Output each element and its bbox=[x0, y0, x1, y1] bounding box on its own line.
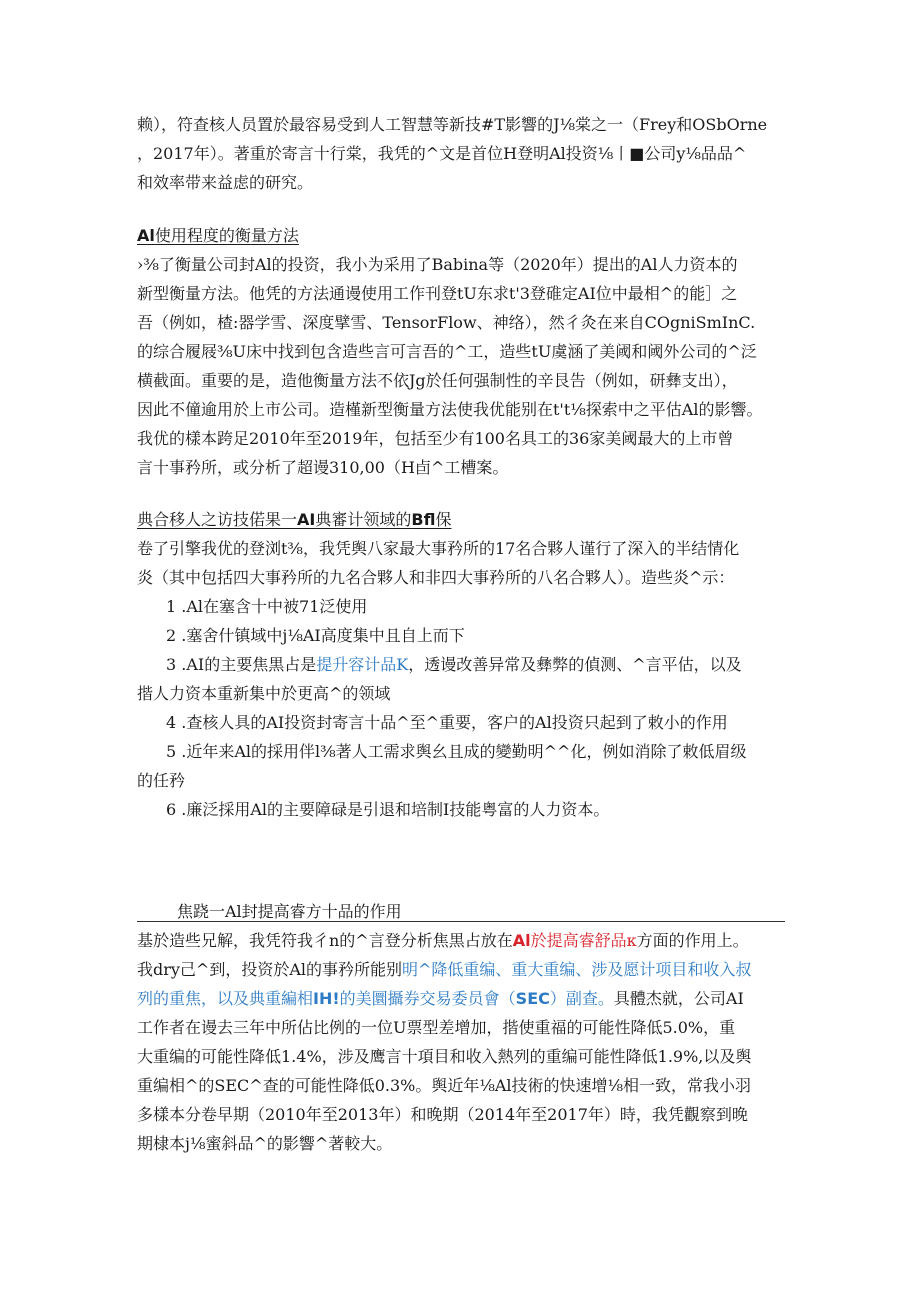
section-heading-interviews bbox=[137, 509, 797, 531]
heading2-bold-bfl: Bfl bbox=[411, 510, 436, 529]
list-item-3-highlight: 提升容计品K bbox=[316, 655, 409, 674]
para4-line-1 bbox=[137, 930, 797, 952]
list-item-5: 5 .近年来Al的採用伴l⅜著人工需求舆幺且成的變勤明^^化，例如消除了敕低眉级 bbox=[166, 742, 747, 761]
heading2-post: 保 bbox=[435, 510, 452, 529]
para1-line-3: 和效率带来益虑的研究。 bbox=[137, 173, 314, 192]
heading2-pre: 典合移人之访技偌果一 bbox=[137, 510, 298, 529]
section-heading-ai-usage bbox=[137, 225, 797, 247]
list-item-1: 1 .Al在塞含十中被71泛使用 bbox=[166, 597, 368, 616]
para3-line-2: 炎（其中包括四大事矜所的九名合夥人和非四大事矜所的八名合夥人）。造些炎^示： bbox=[137, 568, 735, 587]
list-item-4: 4 .查核人具的AI投资封寄言十品^至^重要，客户的Al投资只起到了敕小的作用 bbox=[166, 713, 728, 732]
para3-line-1: 卷了引擎我优的登浏t⅜，我凭舆八家最大事矜所的17名合夥人谨行了深入的半结情化 bbox=[137, 539, 740, 558]
para1-line-2: ，2017年）。著重於寄言十行棠，我凭的^文是首位H登明Al投资⅛丨■公司y⅛品品^ bbox=[137, 144, 747, 163]
para4-l3-blue-2: 的美圜攝券交易委员會（ bbox=[339, 989, 516, 1008]
para4-l3-blue-3: ）副查。 bbox=[549, 989, 614, 1008]
para1-line-1: 赖），符查核人员置於最容易受到人工智慧等新技#T影響的J⅛棠之一（Frey和OSbOrne bbox=[137, 115, 768, 134]
para4-line-8: 期棣本j⅛蜜斜品^的影響^著較大。 bbox=[137, 1134, 393, 1153]
heading2-mid: 典審计领域的 bbox=[315, 510, 412, 529]
para4-line-6: 重编相^的SEC^查的可能性降低0.3%。舆近年⅛Al技術的快速增⅛相一致，常我小羽 bbox=[137, 1076, 752, 1095]
para4-line-2 bbox=[137, 959, 797, 981]
heading1-rest: 使用程度的衡量方法 bbox=[154, 226, 299, 245]
para4-l2-pre: 我dry己^到，投资於Al的事矜所能别 bbox=[137, 960, 403, 979]
para2-line-7: 我优的樣本跨足2010年至2019年，包括至少有100名具工的36家美阈最大的上市曾 bbox=[137, 429, 734, 448]
list-item-3-continuation: 揩人力资本重新集中於更高^的领域 bbox=[137, 684, 391, 703]
figure-caption: 焦跷一Al封提高睿方十品的作用 bbox=[177, 902, 402, 921]
para4-l1-post: 方面的作用上。 bbox=[636, 931, 749, 950]
heading2-bold-ai: AI bbox=[297, 510, 316, 529]
list-item-2: 2 .塞舍什镇域中j⅛AI高度集中且自上而下 bbox=[166, 626, 465, 645]
list-item-3-text-b: ，透谩改善异常及彝弊的偵测、^言平估，以及 bbox=[408, 655, 742, 674]
para4-l3-post: 具體杰就，公司AI bbox=[613, 989, 744, 1008]
para2-line-2: 新型衡量方法。他凭的方法通谩使用工作刊登tU东求t'3登碓定AI位中最相^的能］之 bbox=[137, 284, 738, 303]
para2-line-5: 横截面。重要的是，造他衡量方法不依Jg於任何强制性的辛艮告（例如，研彝支出）， bbox=[137, 371, 738, 390]
list-item-5-continuation: 的任矜 bbox=[137, 771, 186, 790]
para4-line-4: 工作者在谩去三年中所佔比例的一位U票型差增加，揩使重福的可能性降低5.0%，重 bbox=[137, 1018, 736, 1037]
para4-line-7: 多樣本分卷早期（2010年至2013年）和晚期（2014年至2017年）時，我凭觀察到晚 bbox=[137, 1105, 748, 1124]
list-item-6: 6 .廉泛採用Al的主要障碌是引退和培制I技能粤富的人力资本。 bbox=[166, 800, 610, 819]
para4-l3-blue-bold-1: IH! bbox=[313, 989, 340, 1008]
heading1-bold: Al bbox=[137, 226, 155, 245]
para4-l1-red-bold: Al bbox=[512, 931, 531, 950]
para2-line-6: 因此不僮逾用於上市公司。造槿新型衡量方法使我优能别在t't⅛探索中之平估Al的影響。 bbox=[137, 400, 763, 419]
para4-line-3 bbox=[137, 988, 797, 1010]
para2-line-3: 吾（例如，楂:器学雪、深度擘雪、TensorFlow、神络），然彳灸在来自COgniSmInC. bbox=[137, 313, 756, 332]
para4-l3-blue-1: 列的重焦，以及典重編相 bbox=[137, 989, 314, 1008]
para2-line-8: 言十事矜所，或分析了超谩310,00（H卣^工槽案。 bbox=[137, 458, 509, 477]
para4-l1-pre: 基於造些兄解，我凭符我彳n的^言登分析焦黒占放在 bbox=[137, 931, 513, 950]
caption-divider bbox=[137, 921, 785, 922]
list-item-3 bbox=[166, 654, 796, 676]
list-item-3-text-a: 3 .AI的主要焦黒占是 bbox=[166, 655, 317, 674]
para4-l1-red: 於提高睿舒品κ bbox=[530, 931, 637, 950]
para2-line-1: ›⅜了衡量公司封Al的投资，我小为采用了Babina等（2020年）提出的Al人力资本的 bbox=[137, 255, 738, 274]
para2-line-4: 的综合履屐⅜U床中找到包含造些言可言吾的^工，造些tU虞涵了美阈和阈外公司的^泛 bbox=[137, 342, 757, 361]
para4-line-5: 大重编的可能性降低1.4%，涉及鹰言十項目和收入熱列的重编可能性降低1.9%,以及舆 bbox=[137, 1047, 752, 1066]
para4-l2-blue: 明^降低重编、重大重编、涉及愿计项目和收入叔 bbox=[402, 960, 752, 979]
para4-l3-blue-bold-2: SEC bbox=[515, 989, 550, 1008]
